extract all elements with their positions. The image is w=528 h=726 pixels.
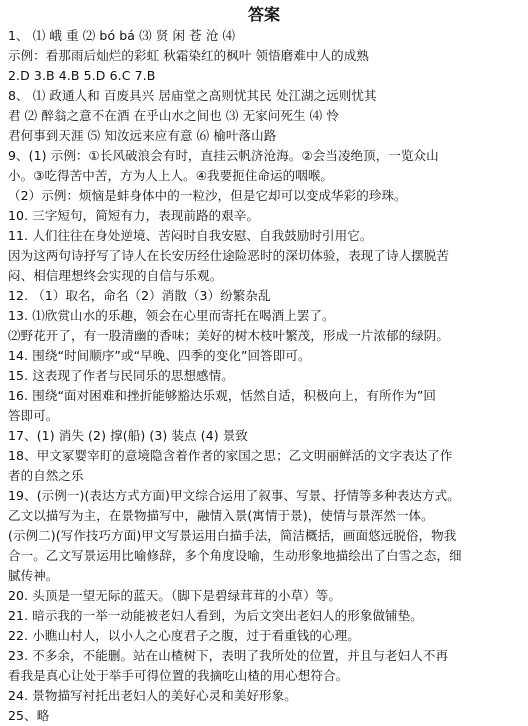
answer-line: 君 ⑵ 醉翁之意不在酒 在乎山水之间也 ⑶ 无家问死生 ⑷ 怜 bbox=[8, 108, 339, 123]
answer-line: 12. （1）取名，命名（2）消散（3）纷繁杂乱 bbox=[8, 288, 271, 303]
answer-line: 乙文以描写为主，在景物描写中，融情入景(寓情于景)，使情与景浑然一体。 bbox=[8, 508, 434, 523]
answer-line: 17、(1) 消失 (2) 撑(船) (3) 装点 (4) 景致 bbox=[8, 428, 248, 443]
answer-line: （2）示例：烦恼是蚌身体中的一粒沙，但是它却可以变成华彩的珍珠。 bbox=[8, 188, 407, 203]
answer-line: 腻传神。 bbox=[8, 568, 59, 583]
answer-line: 14. 围绕“时间顺序”或“早晚、四季的变化”回答即可。 bbox=[8, 348, 311, 363]
answer-line: 15. 这表现了作者与民同乐的思想感情。 bbox=[8, 368, 234, 383]
answer-line: 25、略 bbox=[8, 708, 50, 723]
answer-line: 闷、相信理想终会实现的自信与乐观。 bbox=[8, 268, 223, 283]
answer-line: 24. 景物描写衬托出老妇人的美好心灵和美好形象。 bbox=[8, 688, 297, 703]
answer-line: 10. 三字短句，简短有力，表现前路的艰辛。 bbox=[8, 208, 260, 223]
answer-line: 看我是真心让处于举手可得位置的我摘吃山楂的用心想符合。 bbox=[8, 668, 349, 683]
answer-line: 18、甲文冢婴宰盯的意境隐含着作者的家国之思；乙文明丽鲜活的文字表达了作 bbox=[8, 448, 453, 463]
answer-line: 小。③吃得苦中苦，方为人上人。④我要扼住命运的咽喉。 bbox=[8, 168, 334, 183]
answer-line: 16. 围绕“面对困难和挫折能够豁达乐观，恬然自适，积极向上，有所作为”回 bbox=[8, 388, 437, 403]
answer-line: ⑵野花开了，有一股清幽的香味；美好的树木枝叶繁茂，形成一片浓郁的绿阴。 bbox=[8, 328, 450, 343]
answer-line: 合一。乙文写景运用比喻修辞，多个角度设喻，生动形象地描绘出了白雪之态，细 bbox=[8, 548, 462, 563]
answer-line: 20. 头顶是一望无际的蓝天。（脚下是碧绿茸茸的小草）等。 bbox=[8, 588, 342, 603]
answer-line: 19、(示例一)(表达方式方面)甲文综合运用了叙事、写景、抒情等多种表达方式。 bbox=[8, 488, 460, 503]
answer-line: 23. 不多余，不能删。站在山楂树下，表明了我所处的位置，并且与老妇人不再 bbox=[8, 648, 449, 663]
answer-line: 1、 ⑴ 峨 重 ⑵ bó bá ⑶ 贤 闲 苍 沧 ⑷ bbox=[8, 28, 236, 43]
answer-line: 13. ⑴欣赏山水的乐趣，领会在心里而寄托在喝酒上罢了。 bbox=[8, 308, 335, 323]
answer-line: 8、 ⑴ 政通人和 百废具兴 居庙堂之高则忧其民 处江湖之远则忧其 bbox=[8, 88, 377, 103]
answer-line: 答即可。 bbox=[8, 408, 59, 423]
answer-line: 者的自然之乐 bbox=[8, 468, 84, 483]
answer-line: 9、(1) 示例：①长风破浪会有时，直挂云帆济沧海。②会当凌绝顶，一览众山 bbox=[8, 148, 439, 163]
answer-line: 11. 人们往往在身处逆境、苦闷时自我安慰、自我鼓励时引用它。 bbox=[8, 228, 373, 243]
answer-line: 2.D 3.B 4.B 5.D 6.C 7.B bbox=[8, 68, 156, 83]
page-title: 答案 bbox=[247, 5, 280, 24]
answer-text-body bbox=[8, 26, 520, 726]
answer-line: 君何事到天涯 ⑸ 知汝远来应有意 ⑹ 榆叶落山路 bbox=[8, 128, 277, 143]
answer-line: 22. 小瞧山村人，以小人之心度君子之腹，过于看重钱的心理。 bbox=[8, 628, 360, 643]
answer-line: 示例：看那雨后灿烂的彩虹 秋霜染红的枫叶 领悟磨难中人的成熟 bbox=[8, 48, 369, 63]
answer-line: 因为这两句诗抒写了诗人在长安历经仕途险恶时的深切体验，表现了诗人摆脱苦 bbox=[8, 248, 450, 263]
answer-line: (示例二)(写作技巧方面)甲文写景运用白描手法，简洁概括，画面悠远脱俗，物我 bbox=[8, 528, 457, 543]
answer-line: 21. 暗示我的一举一动能被老妇人看到，为后文突出老妇人的形象做铺垫。 bbox=[8, 608, 423, 623]
